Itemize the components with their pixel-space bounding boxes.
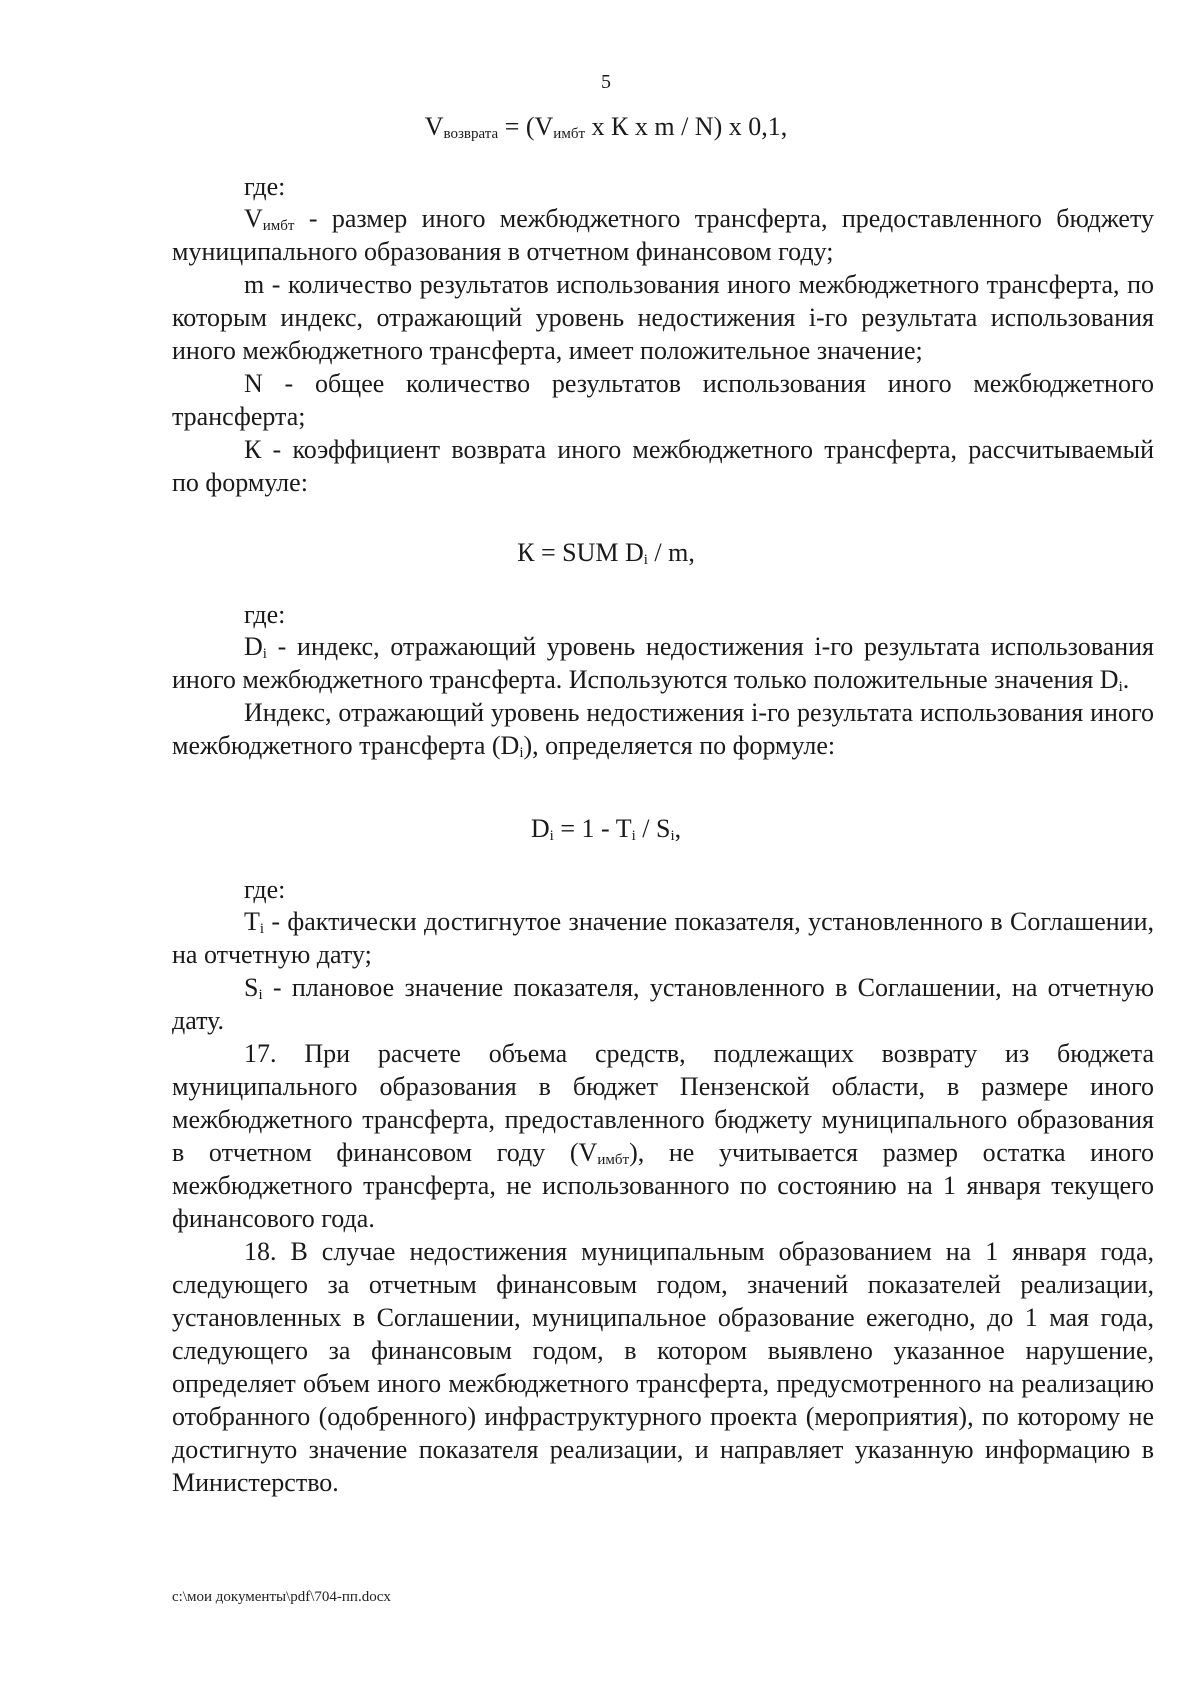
def-d-end: . [1122,665,1130,694]
index-paragraph [172,696,1154,762]
formula-s-sub: i [670,828,675,844]
definitions-block-3 [172,905,1154,1499]
where-label-3: где: [244,875,286,904]
formula-v: V [424,112,444,141]
def-t-text: - фактически достигнутое значение показателя, установленного в Соглашении, на отчетную дату; [172,907,1154,969]
index-sub: i [519,745,524,761]
formula-d-mid: = 1 - T [553,814,632,843]
formula-rest: х К х m / N) х 0,1, [585,112,788,141]
definition-si [172,971,1154,1037]
index-end: ), определяется по формуле: [523,731,836,760]
definitions-block-1 [172,202,1154,499]
def-text: - размер иного межбюджетного трансферта, предоставленного бюджету муниципального образования в отчетном финансовом году; [172,204,1154,266]
def-t-sub: i [259,921,265,937]
formula-k-lead: К = SUM D [517,538,644,567]
formula-k [0,536,1200,570]
def-d-sub: i [262,646,267,662]
formula-t-sub: i [631,828,636,844]
footer-file-path: c:\мои документы\pdf\704-пп.docx [172,1589,391,1605]
def-s-text: - плановое значение показателя, установленного в Соглашении, на отчетную дату. [172,973,1154,1035]
formula-k-sub: i [643,552,648,568]
def-d-text: - индекс, отражающий уровень недостижения i-го результата использования иного межбюджетного трансферта. Используются только положительные значения D [172,632,1154,694]
definition-ti [172,905,1154,971]
formula-d [0,812,1200,846]
definition-v-imbt [172,202,1154,268]
def-s-sym: S [244,973,259,1002]
definition-di [172,630,1154,696]
definition-n: N - общее количество результатов использования иного межбюджетного трансферта; [172,369,1154,431]
definition-k: К - коэффициент возврата иного межбюджетного трансферта, рассчитываемый по формуле: [172,435,1154,497]
formula-d-sub: i [549,828,554,844]
paragraph-18: 18. В случае недостижения муниципальным образованием на 1 января года, следующего за отчетным финансовым годом, значений показателей реализации, установленных в Соглашении, муниципальное образование ежегодно, до 1 мая года, следующего за финансовым годом, в котором выявлено указанное нарушение, определяет объем иного межбюджетного трансферта, предусмотренного на реализацию отобранного (одобренного) инфраструктурного проекта (мероприятия), по которому не достигнуто значение показателя реализации, и направляет указанную информацию в Министерство. [172,1237,1154,1497]
formula-d-div: / S [635,814,671,843]
definitions-block-2 [172,630,1154,762]
formula-v-subscript: возврата [443,126,499,142]
p17-sub: имбт [597,1152,630,1168]
def-t-sym: T [244,907,260,936]
def-d-sub2: i [1118,679,1123,695]
def-s-sub: i [258,987,263,1003]
formula-d-end: , [674,814,682,843]
def-sym: V [244,204,263,233]
formula-v2-subscript: имбт [553,126,586,142]
formula-return-volume [0,110,1200,144]
formula-d-sym: D [530,814,550,843]
p17-after: ), не учитывается размер остатка иного межбюджетного трансферта, не использованного по состоянию на 1 января текущего финансового года. [172,1138,1155,1233]
def-sub: имбт [262,218,295,234]
where-label-2: где: [244,600,286,629]
formula-eq: = (V [498,112,554,141]
def-d-sym: D [244,632,263,661]
paragraph-17 [172,1037,1154,1235]
where-label-1: где: [244,172,286,201]
p17-before: 17. При расчете объема средств, подлежащих возврату из бюджета муниципального образования в бюджет Пензенской области, в размере иного межбюджетного трансферта, предоставленного бюджету муниципального образования в отчетном финансовом году (V [172,1039,1154,1167]
page-number: 5 [601,71,611,93]
definition-m: m - количество результатов использования иного межбюджетного трансферта, по которым индекс, отражающий уровень недостижения i-го результата использования иного межбюджетного трансферта, имеет положительное значение; [172,270,1154,365]
formula-k-tail: / m, [647,538,695,567]
index-text: Индекс, отражающий уровень недостижения i-го результата использования иного межбюджетного трансферта (D [172,698,1154,760]
